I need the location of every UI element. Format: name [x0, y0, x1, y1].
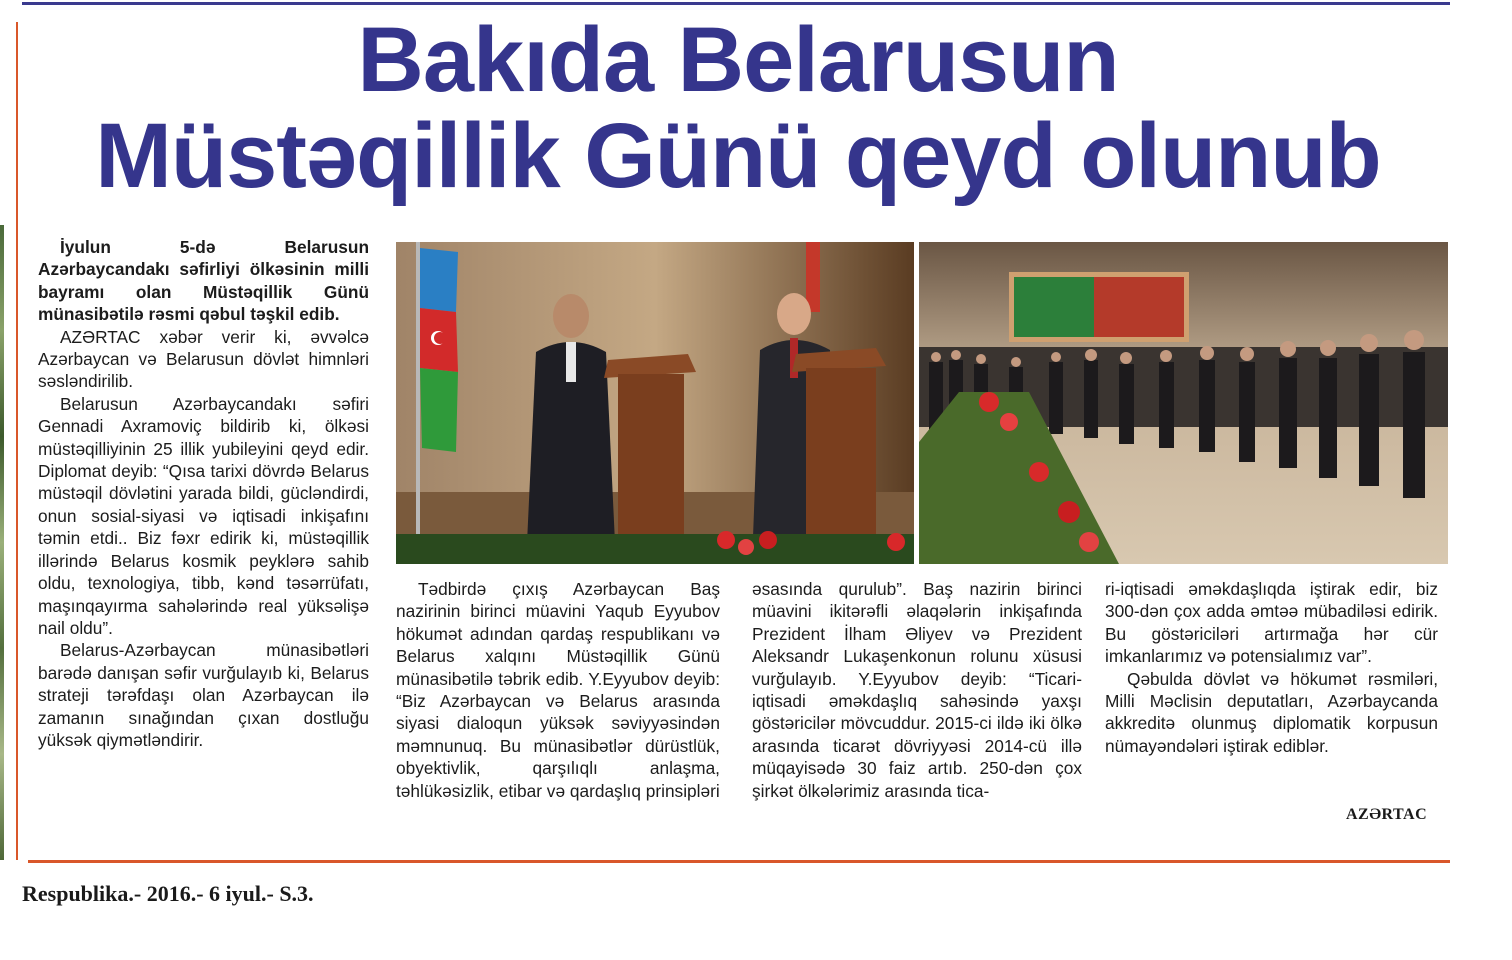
source-credit: AZƏRTAC — [1346, 806, 1428, 823]
photo-speakers-at-podiums — [396, 242, 914, 564]
column-2 — [396, 578, 720, 802]
photo-speakers-illustration — [396, 242, 914, 564]
paragraph: Qəbulda dövlət və hökumət rəsmiləri, Milli Məclisin deputatları, Azərbaycanda akkreditə olunmuş diplomatik korpusun nümayəndələri iştirak ediblər. — [1105, 668, 1438, 756]
left-rule — [16, 22, 18, 860]
column-4 — [1105, 578, 1438, 757]
paragraph: Belarus-Azərbaycan münasibətləri barədə danışan səfir vurğulayıb ki, Belarus strateji tərəfdaşı olan Azərbaycan ilə zamanın sınağından çıxan dostluğu yüksək qiymətləndirir. — [38, 640, 369, 750]
headline — [24, 9, 1452, 207]
top-rule — [22, 2, 1450, 5]
bottom-rule — [28, 860, 1450, 863]
photo-crowd-illustration — [919, 242, 1448, 564]
paragraph: AZƏRTAC xəbər verir ki, əvvəlcə Azərbaycan və Belarusun dövlət himnləri səsləndirilib. — [38, 326, 369, 392]
headline-line-1: Bakıda Belarusun — [357, 9, 1119, 111]
column-1 — [38, 236, 369, 751]
column-3 — [752, 578, 1082, 802]
publication-citation: Respublika.- 2016.- 6 iyul.- S.3. — [22, 881, 314, 906]
paragraph: Belarusun Azərbaycandakı səfiri Gennadi Axramoviç bildirib ki, ölkəsi müstəqilliyinin 25 illik yubileyini qeyd edir. Diplomat deyib: “Qısa tarixi dövrdə Belarus müstəqil dövlətini yarada bildi, gücləndirdi, onun sosial-siyasi və iqtisadi inkişafını təmin etdi.. Biz fəxr edirik ki, müstəqillik illərində Belarus kosmik peyklərə sahib oldu, texnologiya, tibb, kənd təsərrüfatı, maşınqayırma sahələrində real yüksəlişə nail oldu”. — [38, 393, 369, 638]
photo-reception-crowd — [919, 242, 1448, 564]
adjacent-page-edge — [0, 225, 4, 860]
lead-paragraph: İyulun 5-də Belarusun Azərbaycandakı səfirliyi ölkəsinin milli bayramı olan Müstəqillik Günü münasibətilə rəsmi qəbul təşkil edib. — [38, 237, 369, 325]
paragraph: əsasında qurulub”. Baş nazirin birinci müavini ikitərəfli əlaqələrin inkişafında Prezident İlham Əliyev və Prezident Aleksandr Lukaşenkonun rolunu xüsusi vurğulayıb. Y.Eyyubov deyib: “Ticari-iqtisadi əməkdaşlıq sahəsində yaxşı göstəricilər mövcuddur. 2015-ci ildə iki ölkə arasında ticarət dövriyyəsi 2014-cü illə müqayisədə 30 faiz artıb. 250-dən çox şirkət ölkələrimiz arasında tica- — [752, 579, 1082, 801]
paragraph: ri-iqtisadi əməkdaşlıqda iştirak edir, biz 300-dən çox adda əmtəə mübadiləsi edirik. Bu göstəriciləri artırmağa hər cür imkanlarımız və potensialımız var”. — [1105, 579, 1438, 667]
paragraph: Tədbirdə çıxış Azərbaycan Baş nazirinin birinci müavini Yaqub Eyyubov hökumət adından qardaş respublikanı və Belarus xalqını Müstəqillik Günü münasibətilə təbrik edib. Y.Eyyubov deyib: “Biz Azərbaycan və Belarus arasında siyasi dialoqun yüksək səviyyəsindən məmnunuq. Bu münasibətlər dürüstlük, obyektivlik, qarşılıqlı anlaşma, təhlükəsizlik, etibar və qardaşlıq prinsipləri — [396, 579, 720, 801]
headline-line-2: Müstəqillik Günü qeyd olunub — [95, 105, 1381, 207]
